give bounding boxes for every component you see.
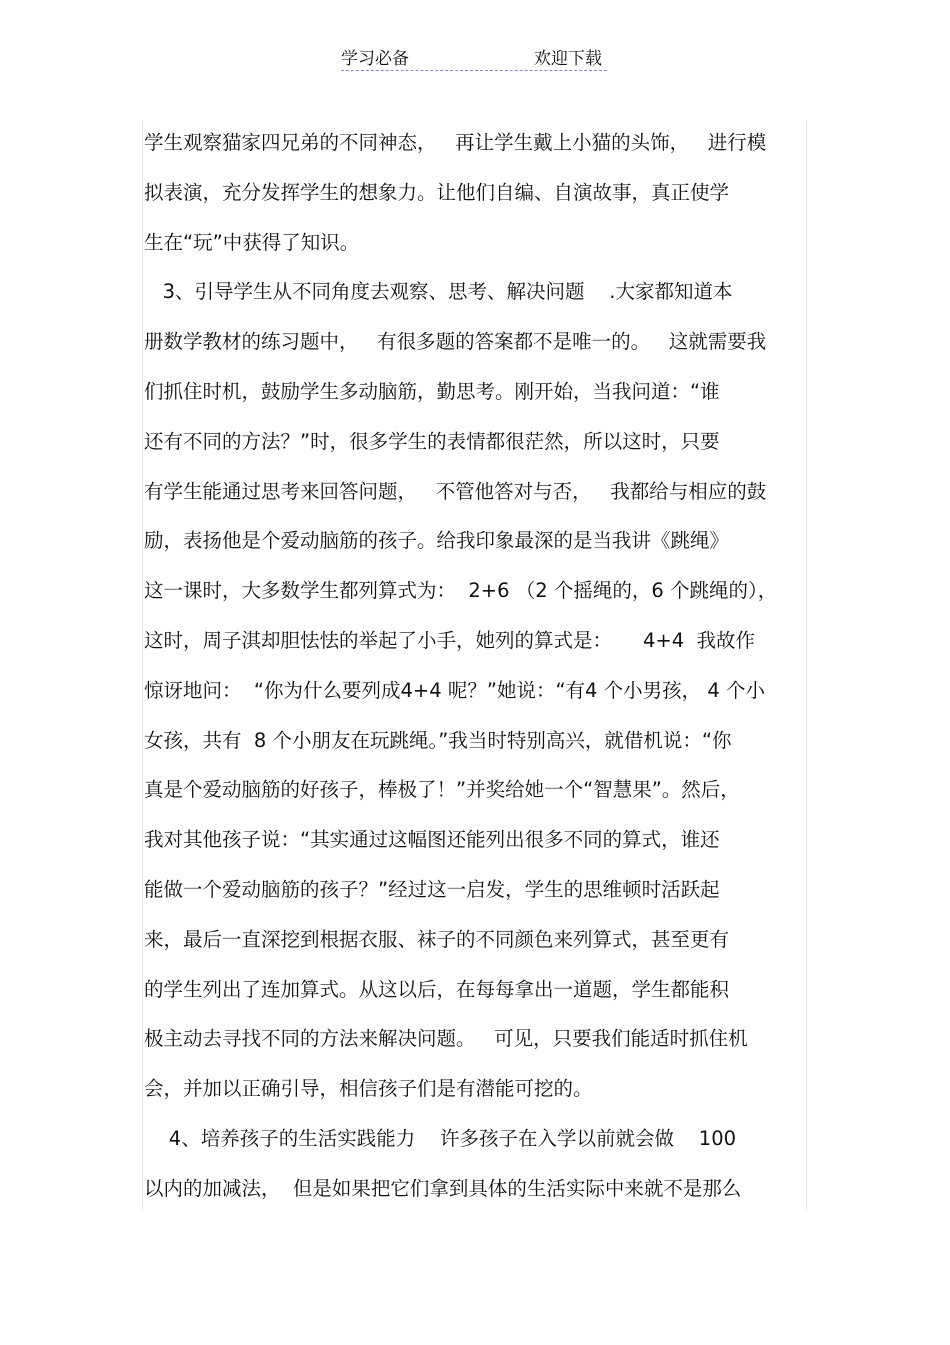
- page-header: [0, 46, 950, 76]
- header-right-text: 欢迎下载: [534, 49, 602, 69]
- text-line: 极主动去寻找不同的方法来解决问题。 可见，只要我们能适时抓住机: [144, 1027, 748, 1051]
- text-line: 册数学教材的练习题中， 有很多题的答案都不是唯一的。 这就需要我: [144, 330, 767, 354]
- text-line: 会，并加以正确引导，相信孩子们是有潜能可挖的。: [144, 1077, 593, 1101]
- text-line: 我对其他孩子说：“其实通过这幅图还能列出很多不同的算式，谁还: [144, 828, 720, 852]
- text-line: 3、引导学生从不同角度去观察、思考、解决问题 .大家都知道本: [144, 280, 733, 304]
- header-left-text: 学习必备: [341, 49, 409, 69]
- text-line: 4、培养孩子的生活实践能力 许多孩子在入学以前就会做 100: [144, 1126, 737, 1150]
- text-line: 有学生能通过思考来回答问题， 不管他答对与否， 我都给与相应的鼓: [144, 479, 767, 503]
- text-line: 惊讶地问： “你为什么要列成4+4 呢？”她说：“有4 个小男孩， 4 个小: [144, 678, 765, 702]
- text-line: 的学生列出了连加算式。从这以后，在每每拿出一道题，学生都能积: [144, 977, 730, 1001]
- text-line: 女孩，共有 8 个小朋友在玩跳绳。”我当时特别高兴，就借机说：“你: [144, 728, 732, 752]
- header-divider: [341, 70, 607, 71]
- text-line: 还有不同的方法？”时，很多学生的表情都很茫然，所以这时，只要: [144, 429, 720, 453]
- text-line: 以内的加减法， 但是如果把它们拿到具体的生活实际中来就不是那么: [144, 1176, 742, 1200]
- text-line: 拟表演，充分发挥学生的想象力。让他们自编、自演故事，真正使学: [144, 180, 730, 204]
- text-line: 能做一个爱动脑筋的孩子？”经过这一启发，学生的思维顿时活跃起: [144, 877, 720, 901]
- text-line: 这时，周子淇却胆怯怯的举起了小手，她列的算式是： 4+4 我故作: [144, 628, 756, 652]
- text-line: 真是个爱动脑筋的好孩子，棒极了！”并奖给她一个“智慧果”。然后，: [144, 778, 740, 802]
- text-frame-left-border: [142, 120, 143, 1210]
- text-line: 这一课时，大多数学生都列算式为： 2+6 （2 个摇绳的，6 个跳绳的），: [144, 579, 778, 603]
- text-line: 学生观察猫家四兄弟的不同神态， 再让学生戴上小猫的头饰， 进行模: [144, 131, 767, 154]
- text-line: 生在“玩”中获得了知识。: [144, 230, 360, 254]
- text-line: 们抓住时机，鼓励学生多动脑筋，勤思考。刚开始，当我问道：“谁: [144, 379, 720, 403]
- text-line: 来，最后一直深挖到根据衣服、袜子的不同颜色来列算式，甚至更有: [144, 927, 730, 951]
- text-line: 励，表扬他是个爱动脑筋的孩子。给我印象最深的是当我讲《跳绳》: [144, 529, 730, 553]
- body-text: [144, 118, 808, 1214]
